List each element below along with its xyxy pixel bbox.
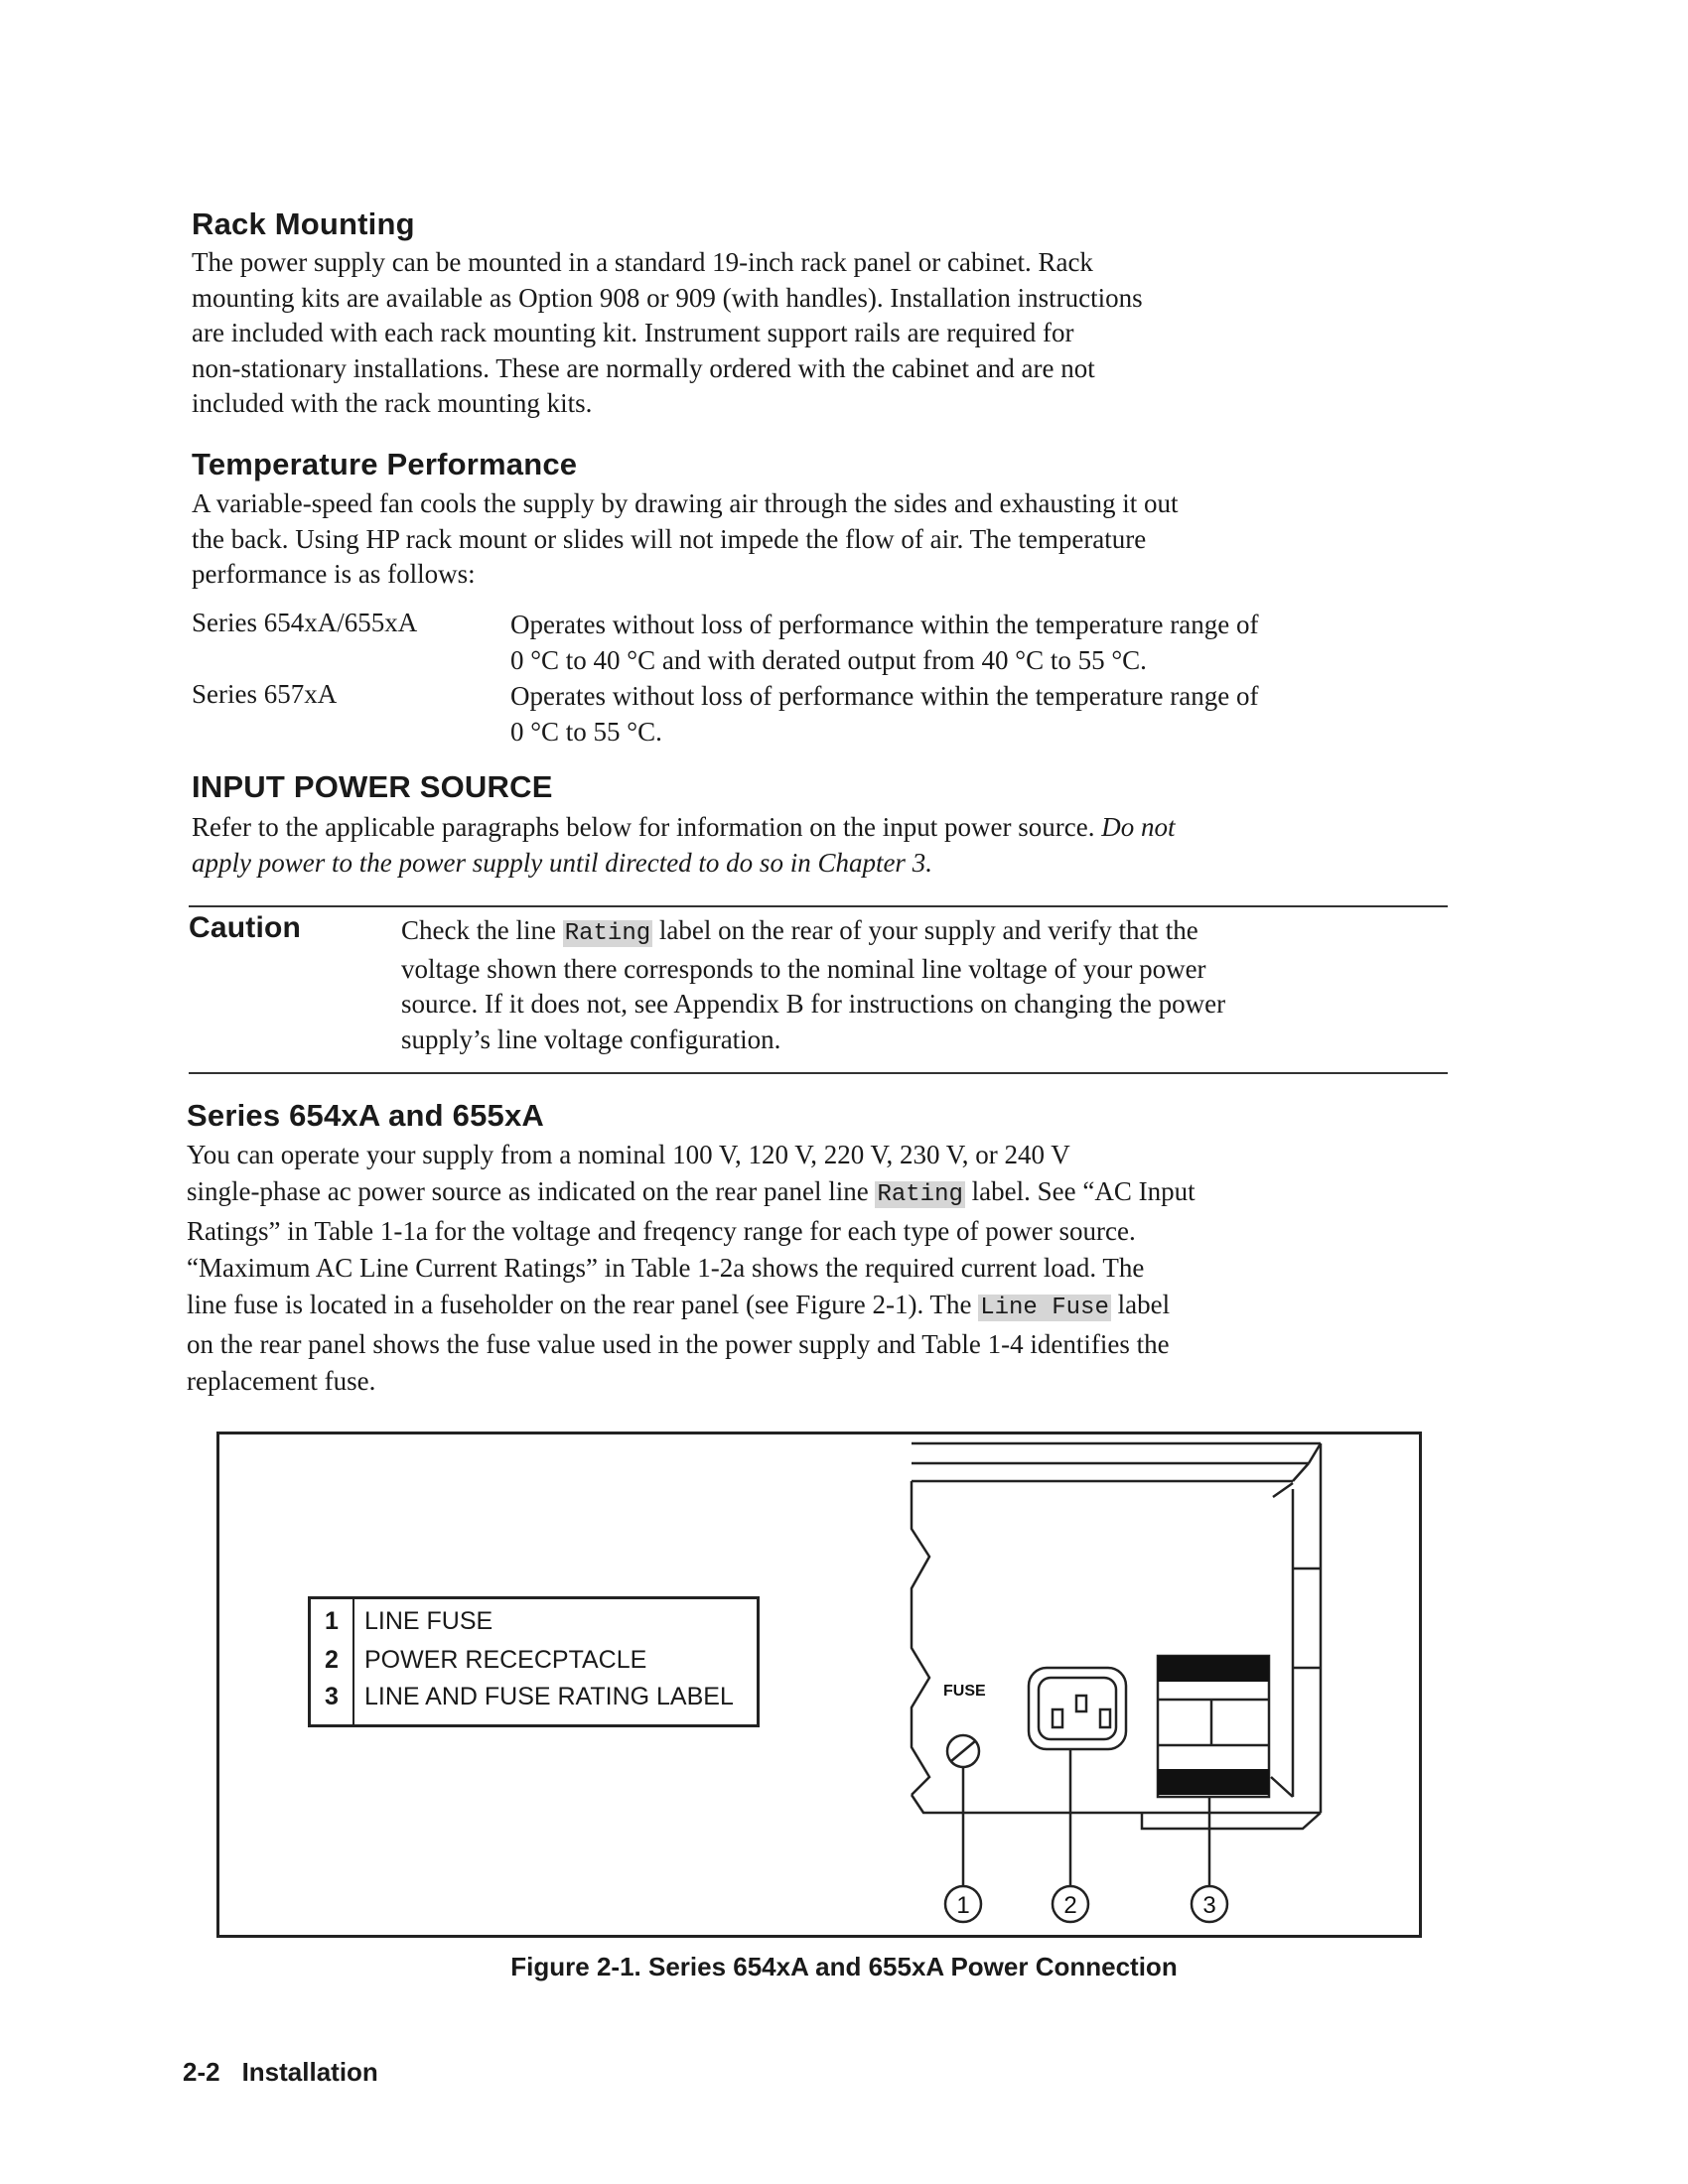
temperature-paragraph	[192, 486, 1179, 593]
callout-number: 2	[1063, 1892, 1077, 1919]
callout-number: 3	[1202, 1892, 1216, 1919]
rack-mounting-heading: Rack Mounting	[192, 206, 415, 241]
legend-text: POWER RECECPTACLE	[364, 1646, 647, 1674]
text-line: mounting kits are available as Option 908 or 909 (with handles). Installation instructions	[192, 282, 1143, 313]
text-line: The power supply can be mounted in a standard 19-inch rack panel or cabinet. Rack	[192, 247, 1093, 277]
section-name: Installation	[241, 2057, 378, 2087]
text-line: source. If it does not, see Appendix B for instructions on changing the power	[401, 989, 1226, 1019]
rating-label-code: Rating	[877, 1181, 963, 1208]
text-line: non-stationary installations. These are normally ordered with the cabinet and are not	[192, 352, 1095, 383]
text-line: included with the rack mounting kits.	[192, 388, 593, 418]
page-footer	[183, 2057, 378, 2088]
text-span: Check the line	[401, 915, 556, 945]
text-line: voltage shown there corresponds to the nominal line voltage of your power	[401, 953, 1206, 984]
text-span: line fuse is located in a fuseholder on the rear panel (see Figure 2-1). The	[187, 1290, 972, 1319]
caution-text	[401, 913, 1225, 1057]
text-line: supply’s line voltage configuration.	[401, 1024, 781, 1054]
legend-row	[311, 1646, 757, 1684]
text-span: label on the rear of your supply and verify that the	[658, 915, 1198, 945]
legend-number: 1	[325, 1607, 339, 1635]
caution-label: Caution	[189, 911, 302, 944]
series-paragraph	[187, 1137, 1196, 1400]
text-line: Ratings” in Table 1-1a for the voltage and freqency range for each type of power source.	[187, 1216, 1136, 1246]
text-line: the back. Using HP rack mount or slides will not impede the flow of air. The temperature	[192, 523, 1147, 554]
legend-text: LINE AND FUSE RATING LABEL	[364, 1683, 734, 1710]
text-line: replacement fuse.	[187, 1366, 376, 1396]
text-line: 0 °C to 40 °C and with derated output from 40 °C to 55 °C.	[510, 644, 1147, 675]
series-heading: Series 654xA and 655xA	[187, 1098, 544, 1133]
legend-number: 2	[325, 1646, 339, 1674]
fuse-text: FUSE	[943, 1683, 986, 1700]
text-line: on the rear panel shows the fuse value used in the power supply and Table 1-4 identifies the	[187, 1329, 1170, 1359]
temperature-row-label: Series 657xA	[192, 679, 338, 709]
text-line: You can operate your supply from a nominal 100 V, 120 V, 220 V, 230 V, or 240 V	[187, 1140, 1070, 1169]
text-line: Operates without loss of performance within the temperature range of	[510, 681, 1259, 711]
rating-label-code: Rating	[564, 920, 651, 947]
legend-row	[311, 1683, 757, 1720]
caution-bottom-rule	[189, 1072, 1448, 1074]
text-line: Operates without loss of performance within the temperature range of	[510, 610, 1259, 639]
caution-top-rule	[189, 905, 1448, 907]
input-power-heading: INPUT POWER SOURCE	[192, 769, 553, 804]
line-fuse-label-code: Line Fuse	[980, 1295, 1109, 1321]
input-power-paragraph	[192, 810, 1175, 881]
page-number: 2-2	[183, 2057, 220, 2087]
text-line	[192, 846, 1175, 882]
text-span: single-phase ac power source as indicated on the rear panel line	[187, 1176, 869, 1206]
text-line	[187, 1173, 1196, 1213]
legend-row	[311, 1607, 757, 1645]
figure-caption: Figure 2-1. Series 654xA and 655xA Power Connection	[510, 1952, 1178, 1981]
temperature-heading: Temperature Performance	[192, 447, 578, 481]
text-line: are included with each rack mounting kit. Instrument support rails are required for	[192, 318, 1074, 347]
text-line	[192, 810, 1175, 846]
text-line	[401, 913, 1225, 952]
temperature-row-label: Series 654xA/655xA	[192, 608, 418, 637]
temperature-row-text	[510, 679, 1474, 750]
text-line: 0 °C to 55 °C.	[510, 716, 662, 747]
text-span: Refer to the applicable paragraphs below for information on the input power source.	[192, 812, 1095, 842]
text-line	[187, 1287, 1196, 1326]
legend-text: LINE FUSE	[364, 1607, 493, 1635]
text-line: performance is as follows:	[192, 559, 476, 589]
figure-legend	[308, 1596, 760, 1727]
italic-text: apply power to the power supply until directed to do so in Chapter 3.	[192, 847, 932, 878]
temperature-row-text	[510, 608, 1474, 678]
rack-mounting-paragraph	[192, 245, 1143, 422]
text-span: label. See “AC Input	[971, 1176, 1196, 1206]
italic-text: Do not	[1101, 812, 1176, 842]
callout-number: 1	[956, 1892, 970, 1919]
text-line: A variable-speed fan cools the supply by drawing air through the sides and exhausting it out	[192, 488, 1179, 518]
text-span: label	[1117, 1290, 1171, 1319]
text-line: “Maximum AC Line Current Ratings” in Table 1-2a shows the required current load. The	[187, 1253, 1145, 1283]
legend-number: 3	[325, 1683, 339, 1710]
